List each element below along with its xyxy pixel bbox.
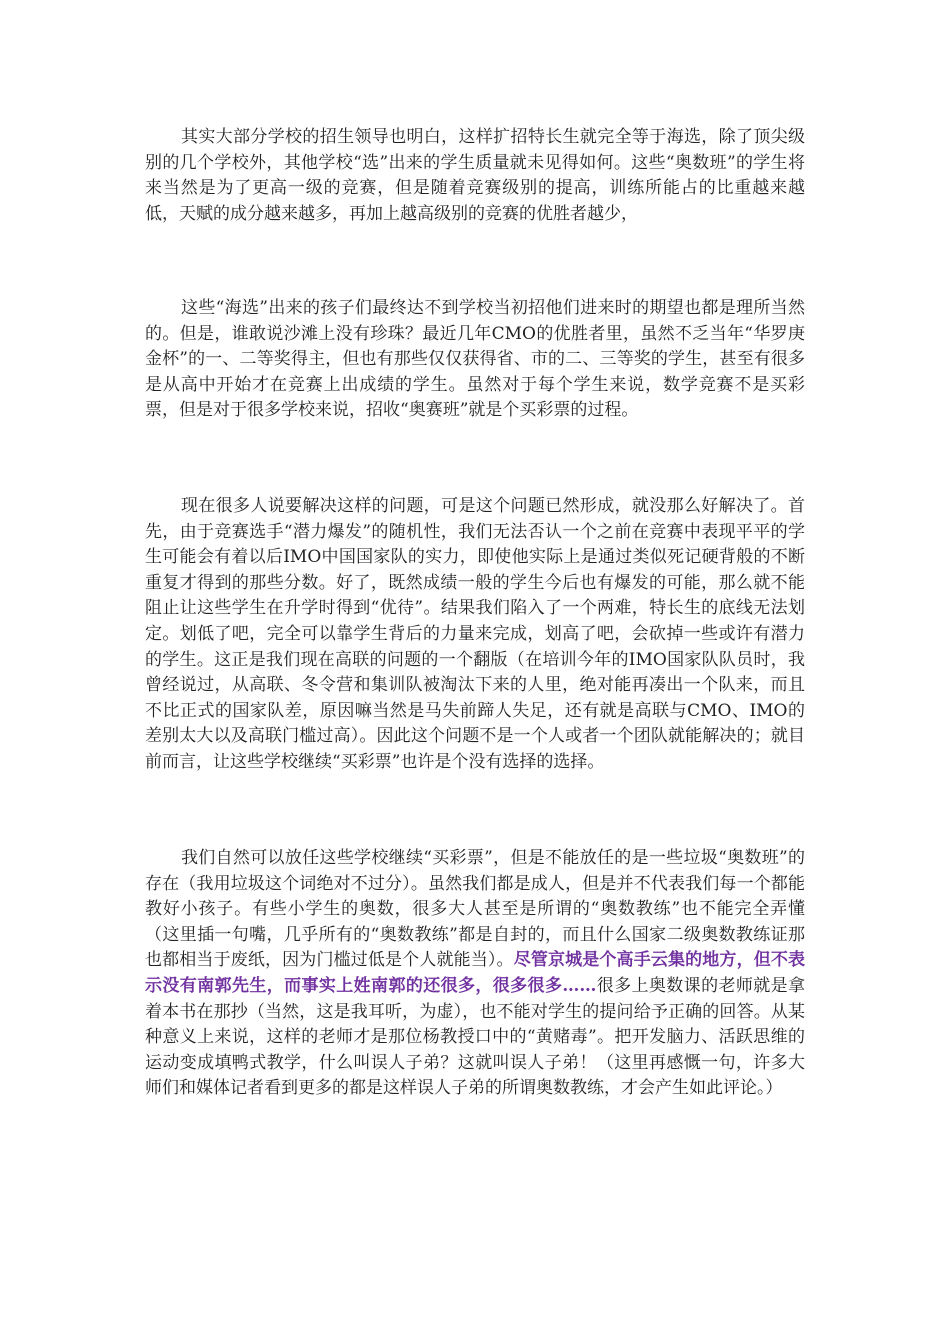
paragraph-4-text-before: 我们自然可以放任这些学校继续“买彩票”，但是不能放任的是一些垃圾“奥数班”的存在（我用垃圾这个词绝对不过分）。虽然我们都是成人，但是并不代表我们每一个都能教好小孩子。有些小学生的奥数，很多大人甚至是所谓的“奥数教练”也不能完全弄懂（这里插一句嘴，几乎所有的“奥数教练”都是自封的，而且什么国家二级奥数教练证那也都相当于废纸，因为门槛过低是个人就能当）。: [145, 848, 805, 971]
paragraph-1-text: 其实大部分学校的招生领导也明白，这样扩招特长生就完全等于海选，除了顶尖级别的几个学校外，其他学校“选”出来的学生质量就未见得如何。这些“奥数班”的学生将来当然是为了更高一级的竞赛，但是随着竞赛级别的提高，训练所能占的比重越来越低，天赋的成分越来越多，再加上越高级别的竞赛的优胜者越少，: [145, 127, 805, 224]
paragraph-2-text: 这些“海选”出来的孩子们最终达不到学校当初招他们进来时的期望也都是理所当然的。但是，谁敢说沙滩上没有珍珠？最近几年CMO的优胜者里，虽然不乏当年“华罗庚金杯”的一、二等奖得主，但也有那些仅仅获得省、市的二、三等奖的学生，甚至有很多是从高中开始才在竞赛上出成绩的学生。虽然对于每个学生来说，数学竞赛不是买彩票，但是对于很多学校来说，招收“奥赛班”就是个买彩票的过程。: [145, 298, 805, 421]
paragraph-1: [145, 125, 805, 227]
paragraph-4: [145, 846, 805, 1102]
paragraph-3: [145, 494, 805, 776]
paragraph-4-text-after: 很多上奥数课的老师就是拿着本书在那抄（当然，这是我耳听，为虚），也不能对学生的提问给予正确的回答。从某种意义上来说，这样的老师才是那位杨教授口中的“黄赌毒”。把开发脑力、活跃思维的运动变成填鸭式教学，什么叫误人子弟？这就叫误人子弟！（这里再感慨一句，许多大师们和媒体记者看到更多的都是这样误人子弟的所谓奥数教练，才会产生如此评论。）: [145, 975, 806, 1099]
highlighted-sentence: 尽管京城是个高手云集的地方，但不表示没有南郭先生，而事实上姓南郭的还很多，很多很多……: [145, 950, 806, 996]
paragraph-3-text: 现在很多人说要解决这样的问题，可是这个问题已然形成，就没那么好解决了。首先，由于竞赛选手“潜力爆发”的随机性，我们无法否认一个之前在竞赛中表现平平的学生可能会有着以后IMO中国国家队的实力，即使他实际上是通过类似死记硬背般的不断重复才得到的那些分数。好了，既然成绩一般的学生今后也有爆发的可能，那么就不能阻止让这些学生在升学时得到“优待”。结果我们陷入了一个两难，特长生的底线无法划定。划低了吧，完全可以靠学生背后的力量来完成，划高了吧，会砍掉一些或许有潜力的学生。这正是我们现在高联的问题的一个翻版（在培训今年的IMO国家队队员时，我曾经说过，从高联、冬令营和集训队被淘汰下来的人里，绝对能再凑出一个队来，而且不比正式的国家队差，原因嘛当然是马失前蹄人失足，还有就是高联与CMO、IMO的差别太大以及高联门槛过高）。因此这个问题不是一个人或者一个团队就能解决的；就目前而言，让这些学校继续“买彩票”也许是个没有选择的选择。: [145, 496, 805, 772]
paragraph-2: [145, 296, 805, 424]
